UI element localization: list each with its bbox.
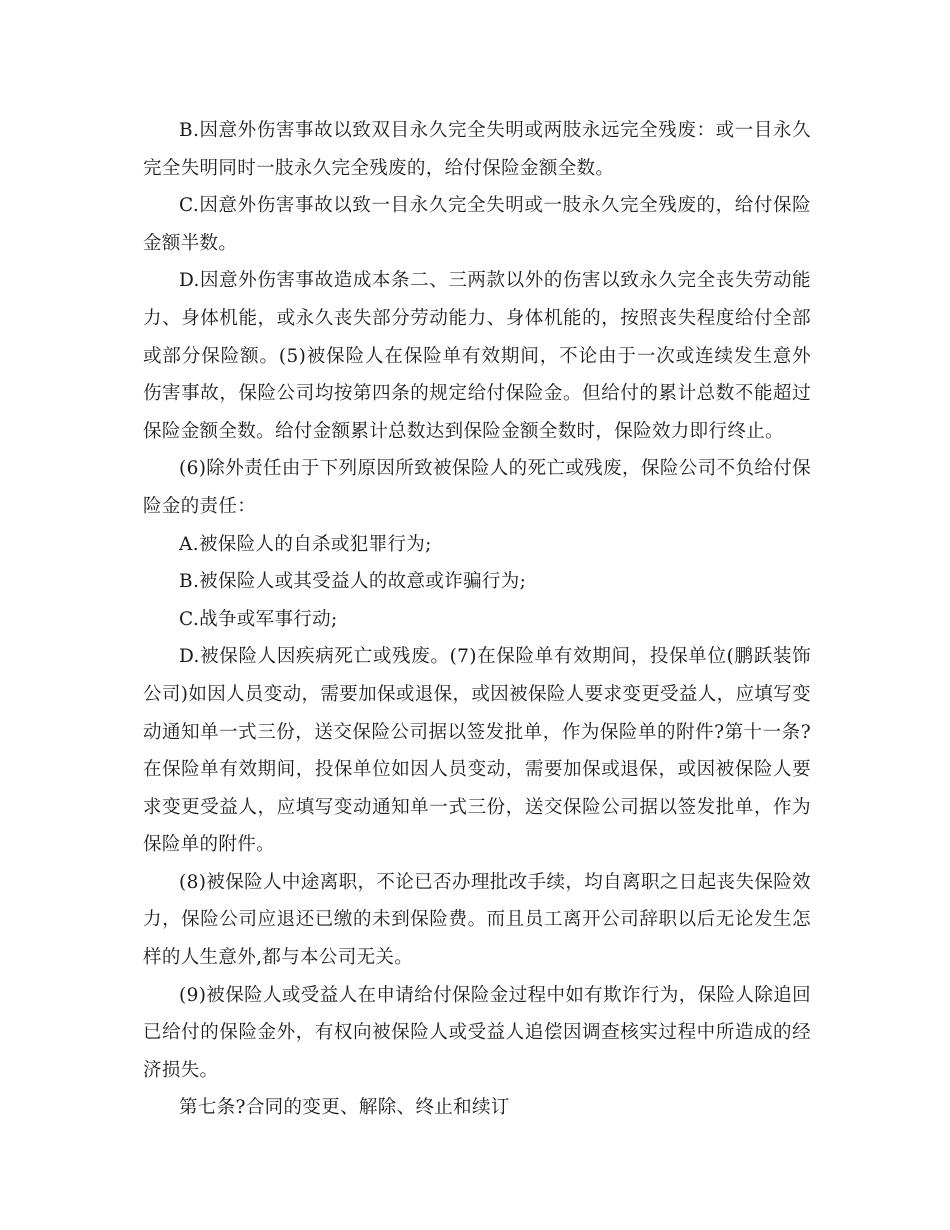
paragraph-clause-c-single-blindness: C.因意外伤害事故以致一目永久完全失明或一肢永久完全残废的，给付保险金额半数。 bbox=[143, 195, 811, 254]
paragraph-clause-b-double-blindness: B.因意外伤害事故以致双目永久完全失明或两肢永远完全残废：或一目永久完全失明同时一肢永久完全残废的，给付保险金额全数。 bbox=[143, 120, 811, 179]
document-body bbox=[143, 112, 811, 1127]
paragraph-clause-d-partial-disability: D.因意外伤害事故造成本条二、三两款以外的伤害以致永久完全丧失劳动能力、身体机能，或永久丧失部分劳动能力、身体机能的，按照丧失程度给付全部或部分保险额。(5)被保险人在保险单有效期间，不论由于一次或连续发生意外伤害事故，保险公司均按第四条的规定给付保险金。但给付的累计总数不能超过保险金额全数。给付金额累计总数达到保险金额全数时，保险效力即行终止。 bbox=[143, 270, 811, 442]
heading-article-seven: 第七条?合同的变更、解除、终止和续订 bbox=[179, 1097, 510, 1119]
paragraph-exclusions-intro: (6)除外责任由于下列原因所致被保险人的死亡或残废，保险公司不负给付保险金的责任： bbox=[143, 458, 811, 517]
paragraph-fraud: (9)被保险人或受益人在申请给付保险金过程中如有欺诈行为，保险人除追回已给付的保险金外，有权向被保险人或受益人追偿因调查核实过程中所造成的经济损失。 bbox=[143, 984, 811, 1081]
paragraph-exclusion-a: A.被保险人的自杀或犯罪行为; bbox=[179, 533, 432, 555]
paragraph-resignation: (8)被保险人中途离职，不论已否办理批改手续，均自离职之日起丧失保险效力，保险公司应退还已缴的未到保险费。而且员工离开公司辞职以后无论发生怎样的人生意外,都与本公司无关。 bbox=[143, 871, 811, 969]
paragraph-exclusion-c: C.战争或军事行动; bbox=[179, 608, 338, 630]
paragraph-exclusion-d-and-changes: D.被保险人因疾病死亡或残废。(7)在保险单有效期间，投保单位(鹏跃装饰公司)如因人员变动，需要加保或退保，或因被保险人要求变更受益人，应填写变动通知单一式三份，送交保险公司据以签发批单，作为保险单的附件?第十一条?在保险单有效期间，投保单位如因人员变动，需要加保或退保，或因被保险人要求变更受益人，应填写变动通知单一式三份，送交保险公司据以签发批单，作为保险单的附件。 bbox=[143, 646, 811, 856]
paragraph-exclusion-b: B.被保险人或其受益人的故意或诈骗行为; bbox=[179, 571, 527, 593]
